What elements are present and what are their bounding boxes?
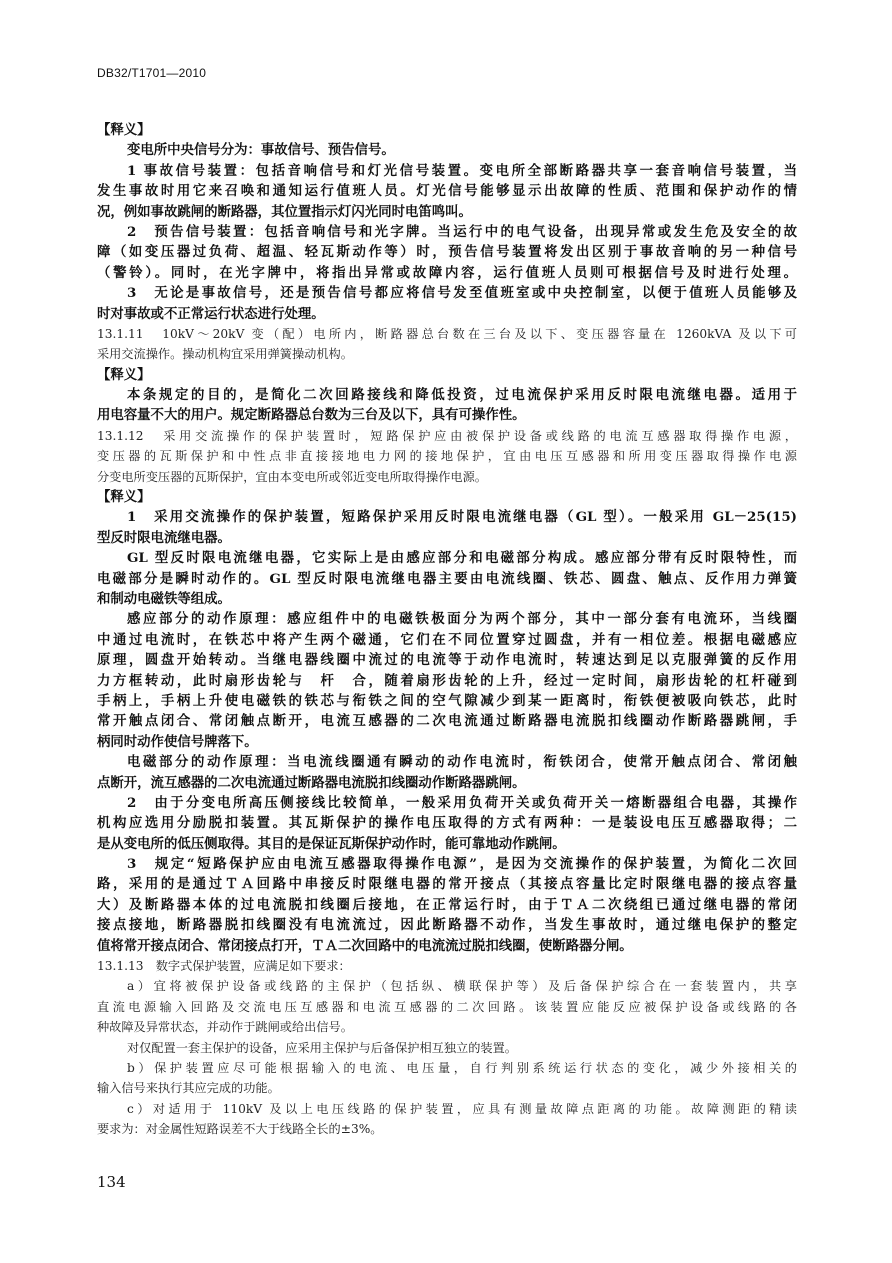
text-line: 感应部分的动作原理：感应组件中的电磁铁极面分为两个部分，其中一部分套有电流环，当线圈 xyxy=(127,611,797,628)
text-line: 发生事故时用它来召唤和通知运行值班人员。灯光信号能够显示出故障的性质、范围和保护动作的情 xyxy=(97,183,797,200)
text-line: 型反时限电流继电器。 xyxy=(97,529,231,546)
text-line: a）宜将被保护设备或线路的主保护（包括纵、横联保护等）及后备保护综合在一套装置内，共享 xyxy=(127,979,797,994)
text-line: 接点接地，断路器脱扣线圈没有电流流过，因此断路器不动作，当发生事故时，通过继电保护的整定 xyxy=(97,917,797,934)
text-line: 力方框转动，此时扇形齿轮与 杆 合，随着扇形齿轮的上升，经过一定时间，扇形齿轮的杠杆碰到 xyxy=(97,672,797,689)
text-line: 直流电源输入回路及交流电压互感器和电流互感器的二次回路。该装置应能反应被保护设备或线路的各 xyxy=(97,999,797,1014)
text-line: 13.1.11 10kV～20kV 变（配）电所内，断路器总台数在三台及以下、变压器容量在 1260kVA 及以下可 xyxy=(97,326,797,341)
text-line: 【释义】 xyxy=(97,366,151,383)
text-line: 输入信号来执行其应完成的功能。 xyxy=(97,1081,280,1096)
text-line: 3 规定“短路保护应由电流互感器取得操作电源”，是因为交流操作的保护装置，为简化二次回 xyxy=(127,856,797,873)
document-code-header: DB32/T1701—2010 xyxy=(97,66,207,80)
text-line: c）对适用于 110kV 及以上电压线路的保护装置，应具有测量故障点距离的功能。故障测距的精读 xyxy=(127,1101,797,1116)
text-line: 2 由于分变电所高压侧接线比较简单，一般采用负荷开关或负荷开关一熔断器组合电器，其操作 xyxy=(127,794,797,811)
text-line: 用电容量不大的用户。规定断路器总台数为三台及以下，具有可操作性。 xyxy=(97,407,526,424)
text-line: 分变电所变压器的瓦斯保护，宜由本变电所或邻近变电所取得操作电源。 xyxy=(97,469,487,484)
text-line: 机构应选用分励脱扣装置。其瓦斯保护的操作电压取得的方式有两种：一是装设电压互感器取得；二 xyxy=(97,815,797,832)
text-line: （警铃）。同时，在光字牌中，将指出异常或故障内容，运行值班人员则可根据信号及时进行处理。 xyxy=(97,264,797,281)
page-number: 134 xyxy=(97,1173,126,1191)
text-line: 时对事故或不正常运行状态进行处理。 xyxy=(97,305,325,322)
text-line: b）保护装置应尽可能根据输入的电流、电压量，自行判别系统运行状态的变化，减少外接相关的 xyxy=(127,1060,797,1075)
text-line: 【释义】 xyxy=(97,122,151,138)
text-line: 采用交流操作。操动机构宜采用弹簧操动机构。 xyxy=(97,347,353,362)
text-line: 值将常开接点闭合、常闭接点打开，ＴＡ二次回路中的电流流过脱扣线圈，使断路器分闸。 xyxy=(97,937,633,954)
text-line: 手柄上，手柄上升使电磁铁的铁芯与衔铁之间的空气隙减少到某一距离时，衔铁便被吸向铁芯，此时 xyxy=(97,692,797,709)
text-line: 点断开，流互感器的二次电流通过断路器电流脱扣线圈动作断路器跳闸。 xyxy=(97,774,526,791)
text-line: 变电所中央信号分为：事故信号、预告信号。 xyxy=(127,142,395,159)
text-line: 本条规定的目的，是简化二次回路接线和降低投资，过电流保护采用反时限电流继电器。适用于 xyxy=(127,387,797,404)
text-line: 要求为：对金属性短路误差不大于线路全长的±3%。 xyxy=(97,1122,383,1137)
text-line: 电磁部分的动作原理：当电流线圈通有瞬动的动作电流时，衔铁闭合，使常开触点闭合、常闭触 xyxy=(127,754,797,771)
text-line: 原理，圆盘开始转动。当继电器线圈中流过的电流等于动作电流时，转速达到足以克服弹簧的反作用 xyxy=(97,652,797,669)
text-line: 1 事故信号装置：包括音响信号和灯光信号装置。变电所全部断路器共享一套音响信号装置，当 xyxy=(127,162,797,179)
text-line: 13.1.13 数字式保护装置，应满足如下要求： xyxy=(97,959,351,974)
text-line: 对仅配置一套主保护的设备，应采用主保护与后备保护相互独立的装置。 xyxy=(127,1040,517,1055)
text-line: 电磁部分是瞬时动作的。GL 型反时限电流继电器主要由电流线圈、铁芯、圆盘、触点、反作用力弹簧 xyxy=(97,570,797,587)
text-line: 路，采用的是通过ＴＡ回路中串接反时限继电器的常开接点（其接点容量比定时限继电器的接点容量 xyxy=(97,876,797,893)
text-line: 常开触点闭合、常闭触点断开，电流互感器的二次电流通过断路器电流脱扣线圈动作断路器跳闸，手 xyxy=(97,713,797,730)
text-line: 中通过电流时，在铁芯中将产生两个磁通，它们在不同位置穿过圆盘，并有一相位差。根据电磁感应 xyxy=(97,631,797,648)
text-line: 障（如变压器过负荷、超温、轻瓦斯动作等）时，预告信号装置将发出区别于事故音响的另一种信号 xyxy=(97,244,797,261)
text-line: 和制动电磁铁等组成。 xyxy=(97,590,231,607)
text-line: 种故障及异常状态，并动作于跳闸或给出信号。 xyxy=(97,1020,353,1035)
text-line: 2 预告信号装置：包括音响信号和光字牌。当运行中的电气设备，出现异常或发生危及安全的故 xyxy=(127,223,797,240)
text-line: 变压器的瓦斯保护和中性点非直接接地电力网的接地保护，宜由电压互感器和所用变压器取得操作电源 xyxy=(97,449,797,464)
text-line: 3 无论是事故信号，还是预告信号都应将信号发至值班室或中央控制室，以便于值班人员能够及 xyxy=(127,285,797,302)
text-line: 【释义】 xyxy=(97,489,151,506)
text-line: 柄同时动作使信号牌落下。 xyxy=(97,733,258,750)
document-body xyxy=(97,120,797,1140)
text-line: 1 采用交流操作的保护装置，短路保护采用反时限电流继电器（GL 型）。一般采用 GL－25(15) xyxy=(127,509,797,526)
text-line: 大）及断路器本体的过电流脱扣线圈后接地，在正常运行时，由于ＴＡ二次绕组已通过继电器的常闭 xyxy=(97,896,797,913)
text-line: 是从变电所的低压侧取得。其目的是保证瓦斯保护动作时，能可靠地动作跳闸。 xyxy=(97,835,566,852)
text-line: GL 型反时限电流继电器，它实际上是由感应部分和电磁部分构成。感应部分带有反时限特性，而 xyxy=(127,550,797,567)
text-line: 13.1.12 采用交流操作的保护装置时，短路保护应由被保护设备或线路的电流互感器取得操作电源， xyxy=(97,428,797,443)
text-line: 况，例如事故跳闸的断路器，其位置指示灯闪光同时电笛鸣叫。 xyxy=(97,203,472,220)
